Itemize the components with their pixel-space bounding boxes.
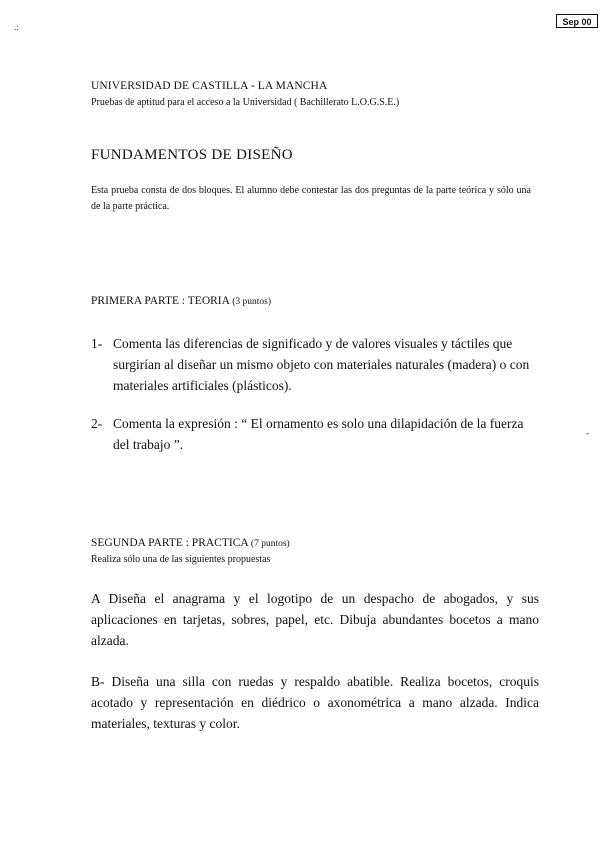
part2-heading <box>91 537 290 549</box>
question-text: Comenta las diferencias de significado y de valores visuales y táctiles que surgirían al diseñar un mismo objeto con materiales naturales (madera) o con materiales artificiales (plásticos). <box>113 336 530 393</box>
part1-heading <box>91 295 271 307</box>
scan-speck: .: <box>14 22 19 32</box>
exam-description: Pruebas de aptitud para el acceso a la Universidad ( Bachillerato L.O.G.S.E.) <box>91 97 400 108</box>
scan-speck-right: - <box>586 428 589 438</box>
exam-date-tag: Sep 00 <box>556 14 598 28</box>
part1-points: (3 puntos) <box>232 297 271 307</box>
part2-subtitle: Realiza sólo una de las siguientes propuestas <box>91 554 271 565</box>
question-1 <box>91 333 541 396</box>
question-number: 2- <box>91 416 103 431</box>
option-a: A Diseña el anagrama y el logotipo de un despacho de abogados, y sus aplicaciones en tarjetas, sobres, papel, etc. Dibuja abundantes bocetos a mano alzada. <box>91 591 539 648</box>
page-title: FUNDAMENTOS DE DISEÑO <box>91 147 293 163</box>
part2-points: (7 puntos) <box>250 539 290 549</box>
university-name: UNIVERSIDAD DE CASTILLA - LA MANCHA <box>91 80 328 92</box>
part2-heading-text: SEGUNDA PARTE : PRACTICA <box>91 537 249 549</box>
question-text: Comenta la expresión : “ El ornamento es solo una dilapidación de la fuerza del trabajo ”. <box>113 416 524 452</box>
question-2 <box>91 413 541 455</box>
question-number: 1- <box>91 336 103 351</box>
part1-heading-text: PRIMERA PARTE : TEORIA <box>91 295 230 307</box>
intro-paragraph: Esta prueba consta de dos bloques. El alumno debe contestar las dos preguntas de la parte teórica y sólo una de la parte práctica. <box>91 185 531 212</box>
option-b: B- Diseña una silla con ruedas y respaldo abatible. Realiza bocetos, croquis acotado y representación en diédrico o axonométrica a mano alzada. Indica materiales, texturas y color. <box>91 674 539 731</box>
